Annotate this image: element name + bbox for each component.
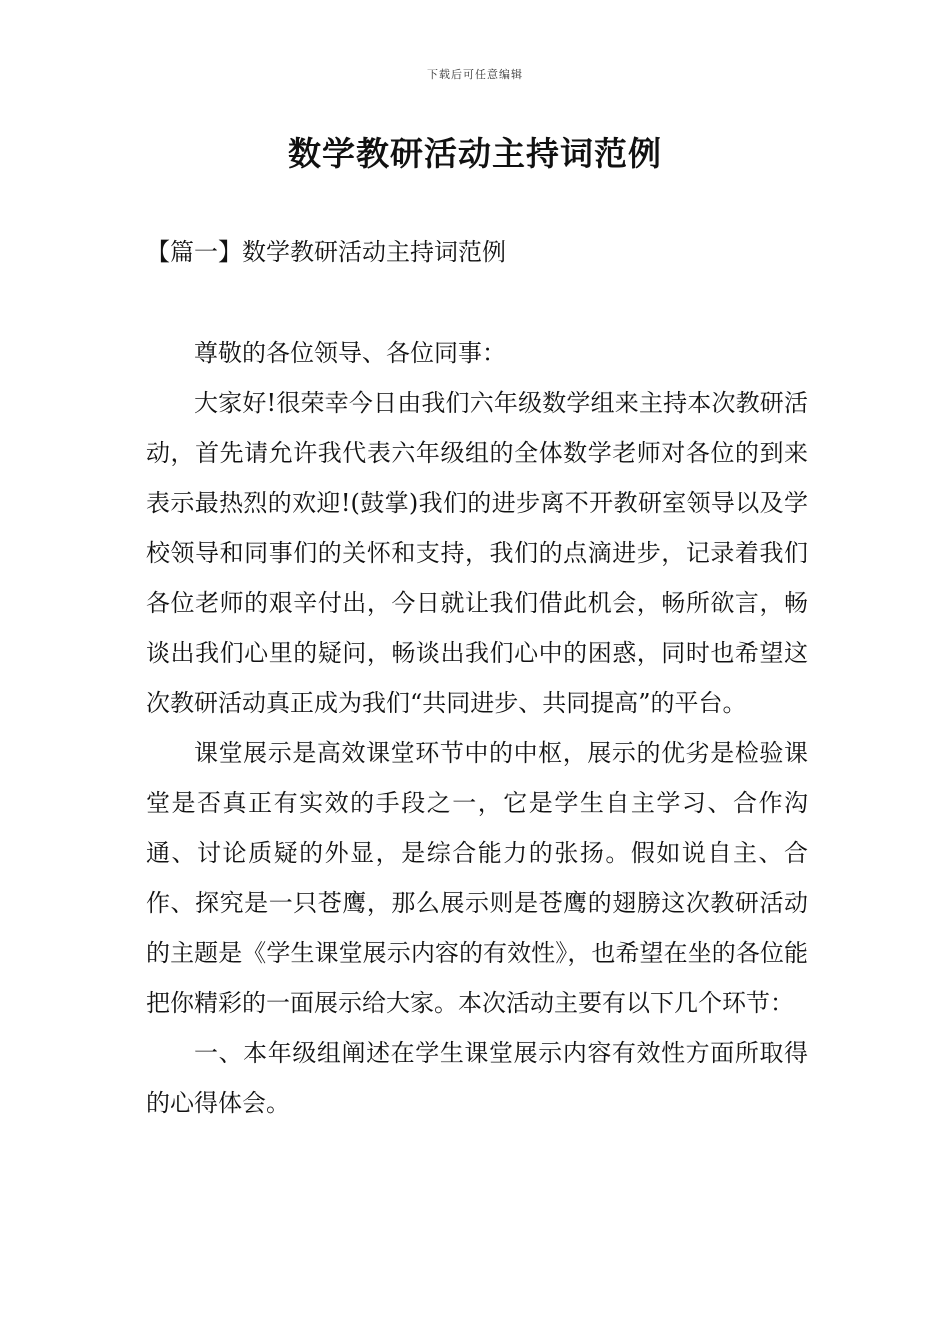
paragraph-greeting: 尊敬的各位领导、各位同事： [194, 339, 506, 367]
document-title: 数学教研活动主持词范例 [288, 134, 662, 173]
paragraph-agenda-item-1: 一、本年级组阐述在学生课堂展示内容有效性方面所取得的心得体会。 [146, 1039, 808, 1117]
document-body [146, 328, 808, 1128]
header-note: 下载后可任意编辑 [427, 68, 523, 81]
paragraph-welcome: 大家好!很荣幸今日由我们六年级数学组来主持本次教研活动，首先请允许我代表六年级组的全体数学老师对各位的到来表示最热烈的欢迎!(鼓掌)我们的进步离不开教研室领导以及学校领导和同事们的关怀和支持，我们的点滴进步，记录着我们各位老师的艰辛付出，今日就让我们借此机会，畅所欲言，畅谈出我们心里的疑问，畅谈出我们心中的困惑，同时也希望这次教研活动真正成为我们“共同进步、共同提高”的平台。 [146, 389, 808, 717]
section-heading: 【篇一】数学教研活动主持词范例 [146, 238, 506, 266]
paragraph-theme: 课堂展示是高效课堂环节中的中枢，展示的优劣是检验课堂是否真正有实效的手段之一，它是学生自主学习、合作沟通、讨论质疑的外显，是综合能力的张扬。假如说自主、合作、探究是一只苍鹰，那么展示则是苍鹰的翅膀这次教研活动的主题是《学生课堂展示内容的有效性》，也希望在坐的各位能把你精彩的一面展示给大家。本次活动主要有以下几个环节： [146, 739, 808, 1017]
